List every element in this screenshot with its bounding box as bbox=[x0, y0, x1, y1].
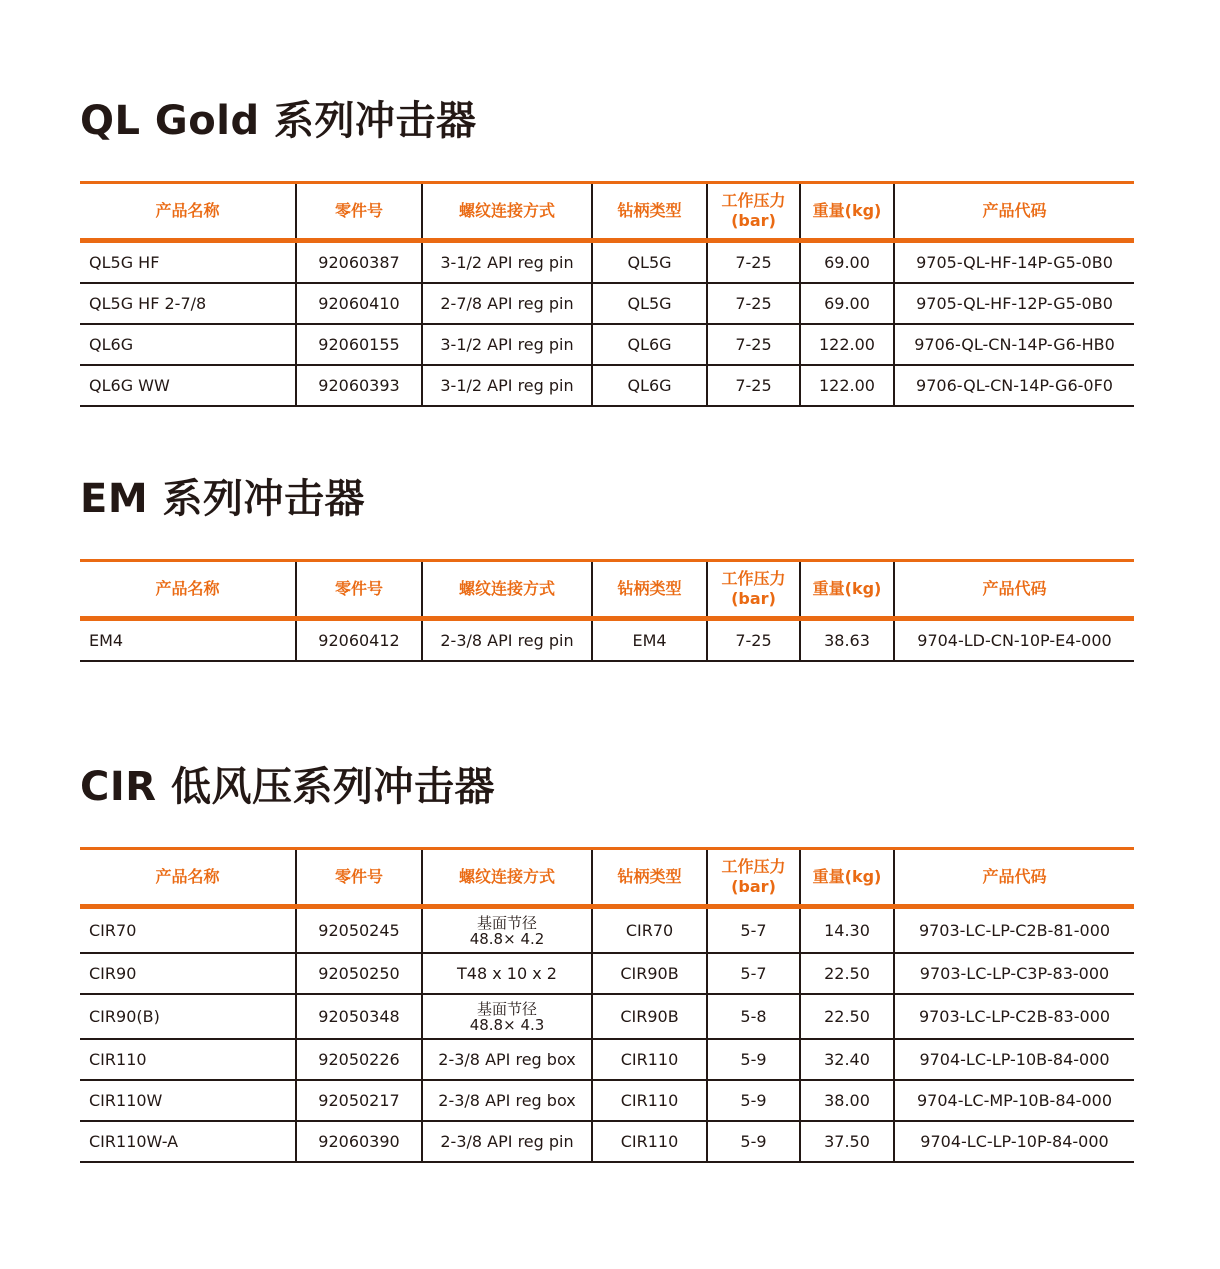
cell-product-name: EM4 bbox=[80, 619, 296, 662]
cell-shank: CIR110 bbox=[592, 1121, 707, 1162]
cell-product-name: CIR110 bbox=[80, 1039, 296, 1080]
cell-part-number: 92060410 bbox=[296, 283, 422, 324]
cell-thread: 2-3/8 API reg pin bbox=[422, 1121, 592, 1162]
header-product-name: 产品名称 bbox=[80, 183, 296, 241]
cell-product-code: 9704-LC-LP-10B-84-000 bbox=[894, 1039, 1134, 1080]
cell-shank: CIR90B bbox=[592, 953, 707, 994]
cell-weight: 122.00 bbox=[800, 324, 894, 365]
cell-thread: 3-1/2 API reg pin bbox=[422, 365, 592, 406]
cell-part-number: 92060155 bbox=[296, 324, 422, 365]
product-table bbox=[80, 847, 1134, 1163]
cell-thread: 2-7/8 API reg pin bbox=[422, 283, 592, 324]
header-part-number: 零件号 bbox=[296, 561, 422, 619]
header-weight: 重量(kg) bbox=[800, 183, 894, 241]
cell-weight: 32.40 bbox=[800, 1039, 894, 1080]
cell-pressure: 5-7 bbox=[707, 907, 800, 954]
cell-shank: QL5G bbox=[592, 283, 707, 324]
section-title: EM 系列冲击器 bbox=[80, 476, 366, 522]
cell-product-code: 9705-QL-HF-14P-G5-0B0 bbox=[894, 241, 1134, 284]
cell-product-name: CIR90(B) bbox=[80, 994, 296, 1039]
cell-weight: 22.50 bbox=[800, 953, 894, 994]
section-title: QL Gold 系列冲击器 bbox=[80, 98, 477, 144]
cell-product-name: CIR90 bbox=[80, 953, 296, 994]
cell-weight: 38.63 bbox=[800, 619, 894, 662]
cell-pressure: 5-9 bbox=[707, 1039, 800, 1080]
table-row bbox=[80, 283, 1134, 324]
cell-product-code: 9704-LC-MP-10B-84-000 bbox=[894, 1080, 1134, 1121]
header-shank-type: 钻柄类型 bbox=[592, 561, 707, 619]
header-shank-type: 钻柄类型 bbox=[592, 183, 707, 241]
header-thread-connection: 螺纹连接方式 bbox=[422, 183, 592, 241]
cell-thread: 2-3/8 API reg box bbox=[422, 1039, 592, 1080]
header-part-number: 零件号 bbox=[296, 849, 422, 907]
table-row bbox=[80, 953, 1134, 994]
cell-pressure: 7-25 bbox=[707, 283, 800, 324]
cell-pressure: 5-8 bbox=[707, 994, 800, 1039]
table-row bbox=[80, 619, 1134, 662]
cell-pressure: 5-9 bbox=[707, 1121, 800, 1162]
cell-product-name: CIR70 bbox=[80, 907, 296, 954]
cell-shank: QL6G bbox=[592, 324, 707, 365]
header-weight: 重量(kg) bbox=[800, 849, 894, 907]
cell-product-code: 9703-LC-LP-C3P-83-000 bbox=[894, 953, 1134, 994]
table-row bbox=[80, 365, 1134, 406]
table-row bbox=[80, 907, 1134, 954]
cell-product-name: QL6G bbox=[80, 324, 296, 365]
cell-thread: 3-1/2 API reg pin bbox=[422, 324, 592, 365]
cell-thread: 3-1/2 API reg pin bbox=[422, 241, 592, 284]
cell-part-number: 92050250 bbox=[296, 953, 422, 994]
header-product-code: 产品代码 bbox=[894, 561, 1134, 619]
cell-product-name: QL5G HF 2-7/8 bbox=[80, 283, 296, 324]
header-weight: 重量(kg) bbox=[800, 561, 894, 619]
cell-shank: CIR70 bbox=[592, 907, 707, 954]
cell-thread: T48 x 10 x 2 bbox=[422, 953, 592, 994]
cell-part-number: 92060390 bbox=[296, 1121, 422, 1162]
cell-part-number: 92060412 bbox=[296, 619, 422, 662]
section-cir bbox=[80, 763, 1134, 1151]
section-ql-gold bbox=[80, 97, 1134, 395]
table-row bbox=[80, 994, 1134, 1039]
header-thread-connection: 螺纹连接方式 bbox=[422, 561, 592, 619]
section-title: CIR 低风压系列冲击器 bbox=[80, 764, 495, 810]
cell-thread: 基面节径 48.8× 4.2 bbox=[422, 907, 592, 954]
cell-weight: 122.00 bbox=[800, 365, 894, 406]
cell-product-code: 9706-QL-CN-14P-G6-HB0 bbox=[894, 324, 1134, 365]
cell-part-number: 92050217 bbox=[296, 1080, 422, 1121]
header-part-number: 零件号 bbox=[296, 183, 422, 241]
header-product-code: 产品代码 bbox=[894, 183, 1134, 241]
cell-part-number: 92050226 bbox=[296, 1039, 422, 1080]
cell-part-number: 92060393 bbox=[296, 365, 422, 406]
cell-weight: 69.00 bbox=[800, 241, 894, 284]
section-em bbox=[80, 475, 1134, 650]
cell-pressure: 7-25 bbox=[707, 619, 800, 662]
header-working-pressure: 工作压力 (bar) bbox=[707, 183, 800, 241]
table-row bbox=[80, 1080, 1134, 1121]
header-working-pressure: 工作压力 (bar) bbox=[707, 561, 800, 619]
cell-thread: 基面节径 48.8× 4.3 bbox=[422, 994, 592, 1039]
cell-thread: 2-3/8 API reg box bbox=[422, 1080, 592, 1121]
cell-pressure: 7-25 bbox=[707, 324, 800, 365]
table-row bbox=[80, 1121, 1134, 1162]
cell-weight: 22.50 bbox=[800, 994, 894, 1039]
cell-product-code: 9703-LC-LP-C2B-81-000 bbox=[894, 907, 1134, 954]
cell-weight: 69.00 bbox=[800, 283, 894, 324]
header-thread-connection: 螺纹连接方式 bbox=[422, 849, 592, 907]
product-table bbox=[80, 181, 1134, 407]
cell-shank: CIR110 bbox=[592, 1080, 707, 1121]
cell-pressure: 5-9 bbox=[707, 1080, 800, 1121]
table-row bbox=[80, 324, 1134, 365]
cell-pressure: 7-25 bbox=[707, 365, 800, 406]
cell-product-name: CIR110W bbox=[80, 1080, 296, 1121]
cell-shank: CIR110 bbox=[592, 1039, 707, 1080]
cell-shank: QL5G bbox=[592, 241, 707, 284]
header-product-name: 产品名称 bbox=[80, 849, 296, 907]
cell-product-name: QL6G WW bbox=[80, 365, 296, 406]
cell-weight: 14.30 bbox=[800, 907, 894, 954]
product-table bbox=[80, 559, 1134, 662]
cell-part-number: 92060387 bbox=[296, 241, 422, 284]
table-row bbox=[80, 241, 1134, 284]
cell-shank: QL6G bbox=[592, 365, 707, 406]
cell-weight: 37.50 bbox=[800, 1121, 894, 1162]
cell-product-name: CIR110W-A bbox=[80, 1121, 296, 1162]
header-product-name: 产品名称 bbox=[80, 561, 296, 619]
cell-pressure: 7-25 bbox=[707, 241, 800, 284]
cell-product-code: 9703-LC-LP-C2B-83-000 bbox=[894, 994, 1134, 1039]
header-product-code: 产品代码 bbox=[894, 849, 1134, 907]
cell-part-number: 92050245 bbox=[296, 907, 422, 954]
cell-product-code: 9704-LD-CN-10P-E4-000 bbox=[894, 619, 1134, 662]
cell-shank: CIR90B bbox=[592, 994, 707, 1039]
header-shank-type: 钻柄类型 bbox=[592, 849, 707, 907]
header-working-pressure: 工作压力 (bar) bbox=[707, 849, 800, 907]
cell-weight: 38.00 bbox=[800, 1080, 894, 1121]
cell-product-name: QL5G HF bbox=[80, 241, 296, 284]
cell-product-code: 9706-QL-CN-14P-G6-0F0 bbox=[894, 365, 1134, 406]
cell-product-code: 9704-LC-LP-10P-84-000 bbox=[894, 1121, 1134, 1162]
table-row bbox=[80, 1039, 1134, 1080]
cell-product-code: 9705-QL-HF-12P-G5-0B0 bbox=[894, 283, 1134, 324]
cell-shank: EM4 bbox=[592, 619, 707, 662]
cell-thread: 2-3/8 API reg pin bbox=[422, 619, 592, 662]
cell-pressure: 5-7 bbox=[707, 953, 800, 994]
cell-part-number: 92050348 bbox=[296, 994, 422, 1039]
